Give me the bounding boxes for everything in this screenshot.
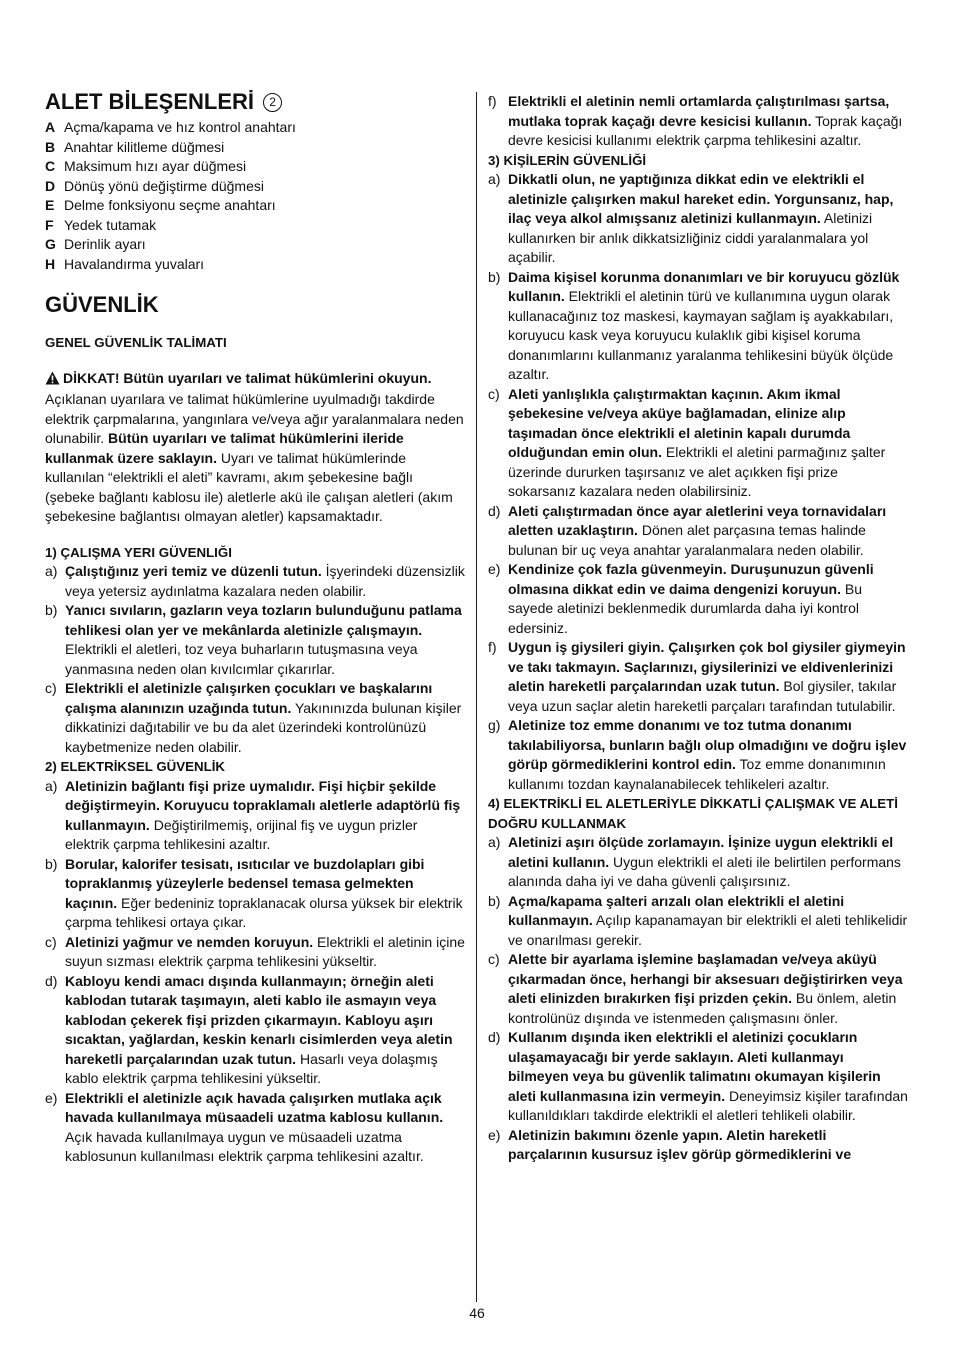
component-letter: E [45,197,55,213]
component-item [45,157,465,177]
item-label: b) [488,892,501,909]
item-label: c) [45,680,57,696]
item-bold-text: Elektrikli el aletinizle açık havada çalışırken mutlaka açık havada kullanılmaya müsaadeli uzatma kablosu kullanın. [65,1089,444,1125]
item-text [508,560,908,638]
item-text [508,92,908,151]
item-text [508,385,908,502]
item-label: a) [488,834,501,850]
item-text [65,679,465,757]
safety-item [488,950,908,1028]
item-text [508,638,908,716]
section-2-heading: 2) ELEKTRİKSEL GÜVENLİK [45,759,226,774]
component-item [45,255,465,275]
item-label: f) [488,93,497,109]
item-label: e) [45,1089,58,1106]
item-bold-text: Aletinizi aşırı ölçüde zorlamayın. İşinize uygun elektrikli el aletini kullanın. [508,834,894,870]
item-label: a) [45,563,58,579]
right-column [488,92,908,1165]
safety-item [488,1126,908,1165]
item-text [508,716,908,794]
item-label: d) [488,502,501,519]
item-bold-text: Uygun iş giysileri giyin. Çalışırken çok bol giysiler giymeyin ve takı takmayın. Saçlarınızı, giysilerinizi ve eldivenlerinizi aletin hareketli parçalarından uzak tutun. [508,639,906,694]
item-label: a) [488,171,501,187]
item-bold-text: Kabloyu kendi amacı dışında kullanmayın; örneğin aleti kablodan tutarak taşımayın, aleti kablo ile asmayın veya kablodan çekerek fişi prizden çıkarmayın. Kabloyu aşırı sıcaktan, yağlardan, keskin kenarlı cisimlerden veya aletin hareketli parçalarından uzak tutun. [65,972,453,1067]
item-bold-text: Elektrikli el aletinin nemli ortamlarda çalıştırılması şartsa, mutlaka toprak kaçağı devre kesicisi kullanın. [508,93,890,129]
component-letter: G [45,236,56,252]
column-divider [476,92,477,1302]
item-text [65,777,465,855]
item-text [508,502,908,561]
component-letter: F [45,216,54,233]
item-text [508,950,908,1028]
item-plain-text: Toprak kaçağı devre kesicisi kullanımı elektrik çarpma tehlikesini azaltır. [508,112,903,148]
safety-item [488,560,908,638]
safety-item [488,833,908,892]
section-1-list [45,562,465,757]
safety-item [45,855,465,933]
item-plain-text: Eğer bedeniniz topraklanacak olursa yüksek bir elektrik çarpma tehlikesi ortaya çıkar. [65,894,463,930]
item-plain-text: İşyerindeki düzensizlik veya yetersiz aydınlatma kazalara neden olabilir. [65,563,465,599]
left-column [45,88,465,1167]
item-label: c) [488,385,500,402]
component-item [45,138,465,158]
item-text [508,833,908,892]
component-letter: D [45,177,56,194]
component-item [45,216,465,236]
item-label: b) [45,855,58,872]
item-bold-text: Alette bir ayarlama işlemine başlamadan ve/veya aküyü çıkarmadan önce, herhangi bir aksesuarı değiştirirken veya aleti elinizden bırakırken fişi prizden çekin. [508,951,903,1006]
item-label: e) [488,1126,501,1143]
component-item [45,235,465,255]
item-label: f) [488,639,497,655]
item-plain-text: Değiştirilmemiş, orijinal fiş ve uygun prizler elektrik çarpma tehlikesini azaltır. [65,816,418,852]
component-letter: H [45,255,56,272]
safety-item [488,170,908,268]
item-plain-text: Hasarlı veya dolaşmış kablo elektrik çarpma tehlikesini yükseltir. [65,1050,438,1086]
item-label: b) [45,602,58,618]
item-bold-text: Aletinizin bağlantı fişi prize uymalıdır. Fişi hiçbir şekilde değiştirmeyin. Koruyucu topraklamalı aletlerle adaptörlü fiş kullanmayın. [65,777,461,833]
item-bold-text: Dikkatli olun, ne yaptığınıza dikkat edin ve elektrikli el aletinizle çalışırken makul hareket edin. Yorgunsanız, hap, ilaç veya alkol almışsanız aletinizi kullanmayın. [508,171,894,226]
item-label: e) [488,561,501,577]
safety-item [488,1028,908,1126]
component-name: Anahtar kilitleme düğmesi [64,138,225,155]
item-bold-text: Elektrikli el aletinizle çalışırken çocukları ve başkalarını çalışma alanınızın uzağında tutun. [65,680,433,716]
component-letter: C [45,158,56,174]
section-4-list [488,833,908,1165]
safety-item [488,638,908,716]
safety-item [488,502,908,561]
component-name: Derinlik ayarı [64,236,146,252]
components-title: ALET BİLEŞENLERİ 2 [45,88,465,116]
item-text [508,892,908,951]
figure-reference: 2 [263,93,282,112]
item-plain-text: Elektrikli el aletini parmağınız şalter üzerinde dururken taşırsanız ve alet açıkken fişi prize sokarsanız kazalara neden olabilirsiniz. [508,444,886,499]
item-text [65,1089,465,1167]
component-name: Yedek tutamak [64,216,157,233]
page-number: 46 [469,1305,485,1321]
section-3-list [488,170,908,794]
item-bold-text: Kendinize çok fazla güvenmeyin. Duruşunuzun güvenli olmasına dikkat edin ve daima dengenizi koruyun. [508,561,874,597]
section-1-heading: 1) ÇALIŞMA YERI GÜVENLIĞI [45,544,232,560]
item-bold-text: Borular, kalorifer tesisatı, ısıtıcılar ve buzdolapları gibi topraklanmış yüzeylerle bedensel temasa gelmekten kaçının. [65,855,425,911]
safety-item [45,679,465,757]
item-bold-text: Aletinizin bakımını özenle yapın. Aletin hareketli parçalarının kusursuz işlev görüp görmediklerini ve [508,1126,852,1162]
component-letter: B [45,138,56,155]
item-plain-text: Bu önlem, aletin kontrolünüz dışında ve istenmeden çalışmasını önler. [508,990,897,1026]
item-bold-text: Kullanım dışında iken elektrikli el aletinizi çocukların ulaşamayacağı bir yerde saklayın. Aleti kullanmayı bilmeyen veya bu güvenlik talimatını okumayan kişilerin aleti kullanmasına izin vermeyin. [508,1029,881,1104]
item-plain-text: Dönen alet parçasına temas halinde bulunan bir uç veya anahtar yaralanmalara neden olabilir. [508,522,866,558]
component-name: Açma/kapama ve hız kontrol anahtarı [64,119,296,135]
item-plain-text: Açılıp kapanamayan bir elektrikli el aleti tehlikelidir ve onarılması gerekir. [508,912,908,948]
components-list [45,118,465,274]
item-bold-text: Yanıcı sıvıların, gazların veya tozların bulunduğunu patlama tehlikesi olan yer ve mekânlarda aletinizle çalışmayın. [65,602,462,638]
item-bold-text: Çalıştığınız yeri temiz ve düzenli tutun. [65,563,322,579]
item-plain-text: Elektrikli el aletleri, toz veya buharların tutuşmasına veya yanmasına neden olan kıvılcımlar çıkarırlar. [65,641,418,677]
safety-item [488,92,908,151]
component-name: Delme fonksiyonu seçme anahtarı [64,197,276,213]
item-label: c) [488,951,500,967]
item-text [508,1126,908,1165]
component-item [45,177,465,197]
safety-item [45,933,465,972]
component-name: Havalandırma yuvaları [64,255,205,272]
safety-item [488,268,908,385]
component-name: Maksimum hızı ayar düğmesi [64,158,247,174]
component-item [45,118,465,138]
item-label: g) [488,717,501,733]
item-text [65,933,465,972]
item-label: d) [488,1029,501,1045]
safety-item [488,892,908,951]
item-plain-text: Deneyimsiz kişiler tarafından kullanıldıkları takdirde elektrikli el aletleri tehlikeli olabilir. [508,1087,908,1123]
item-text [508,268,908,385]
component-name: Dönüş yönü değiştirme düğmesi [64,177,264,194]
safety-item [45,777,465,855]
item-text [65,562,465,601]
safety-item [488,385,908,502]
item-plain-text: Bu sayede aletinizi beklenmedik durumlarda daha iyi kontrol edersiniz. [508,580,862,636]
section-2-list [45,777,465,1167]
warning-triangle-icon [45,371,60,391]
safety-item [488,716,908,794]
safety-item [45,972,465,1089]
item-text [65,855,465,933]
item-text [65,601,465,679]
safety-item [45,1089,465,1167]
general-safety-heading: GENEL GÜVENLİK TALİMATI [45,335,227,350]
section-3-heading: 3) KİŞİLERİN GÜVENLİĞİ [488,152,647,168]
safety-item [45,562,465,601]
item-plain-text: Elektrikli el aletinin türü ve kullanımına uygun olarak kullanacağınız toz maskesi, kaymayan sağlam iş ayakkabıları, koruyucu kask veya koruyucu kulaklık gibi kişisel koruma donanımlarını kullanmanız yaralanma tehlikesini büyük ölçüde azaltır. [508,288,894,382]
item-plain-text: Aletinizi kullanırken bir anlık dikkatsizliğiniz ciddi yaralanmalara yol açabilir. [508,210,873,265]
item-bold-text: Aleti çalıştırmadan önce ayar aletlerini veya tornavidaları aletten uzaklaştırın. [508,502,887,538]
item-text [65,972,465,1089]
component-letter: A [45,119,56,135]
item-plain-text: Uygun elektrikli el aleti ile belirtilen performans alanında daha iyi ve daha güvenli çalışırsınız. [508,853,901,889]
item-label: c) [45,933,57,950]
item-label: d) [45,972,58,989]
item-bold-text: Daima kişisel korunma donanımları ve bir koruyucu gözlük kullanın. [508,268,900,304]
item-text [508,170,908,268]
item-plain-text: Bol giysiler, takılar veya uzun saçlar aletin hareketli parçaları tarafından tutulabilir. [508,678,897,714]
component-item [45,196,465,216]
section-2-continued-list [488,92,908,151]
item-plain-text: Toz emme donanımının kullanımı tozdan kaynalanabilecek tehlikeleri azaltır. [508,756,886,792]
safety-title: GÜVENLİK [45,292,159,317]
item-bold-text: Aleti yanlışlıkla çalıştırmaktan kaçının. Akım ikmal şebekesine ve/veya aküye bağlamadan, elinize alıp taşımadan önce elektrikli el aletinin kapalı durumda olduğundan emin olun. [508,385,851,460]
item-label: b) [488,268,501,285]
item-label: a) [45,777,58,794]
item-text [508,1028,908,1126]
section-4-heading: 4) ELEKTRİKLİ EL ALETLERİYLE DİKKATLİ ÇALIŞMAK VE ALETİ DOĞRU KULLANMAK [488,796,898,831]
item-plain-text: Elektrikli el aletinin içine suyun sızması elektrik çarpma tehlikesini yükseltir. [65,933,465,969]
safety-item [45,601,465,679]
item-bold-text: Aletinize toz emme donanımı ve toz tutma donanımı takılabiliyorsa, bunların bağlı olup olmadığını ve doğru işlev görüp görmediklerini kontrol edin. [508,717,907,772]
item-plain-text: Yakınınızda bulunan kişiler dikkatinizi dağıtabilir ve bu da alet üzerindeki kontrolünüzü kaybetmenize neden olabilir. [65,699,462,755]
warning-paragraph: DİKKAT! Bütün uyarıları ve talimat hükümlerini okuyun. Açıklanan uyarılara ve talimat hükümlerine uyulmadığı takdirde elektrik çarpmalarına, yangınlara ve/veya ağır yaralanmalara neden olunabilir. Bütün uyarıları ve talimat hükümlerini ileride kullanmak üzere saklayın. Uyarı ve talimat hükümlerinde kullanılan “elektrikli el aleti” kavramı, akım şebekesine bağlı (şebeke bağlantı kablosu ile) aletlerle akü ile çalışan aletleri (akım şebekesine bağlantısı olmayan aletler) kapsamaktadır. [45,369,464,524]
item-bold-text: Aletinizi yağmur ve nemden koruyun. [65,933,314,950]
item-plain-text: Açık havada kullanılmaya uygun ve müsaadeli uzatma kablosunun kullanılması elektrik çarpma tehlikesini azaltır. [65,1128,424,1164]
item-bold-text: Açma/kapama şalteri arızalı olan elektrikli el aletini kullanmayın. [508,892,845,928]
